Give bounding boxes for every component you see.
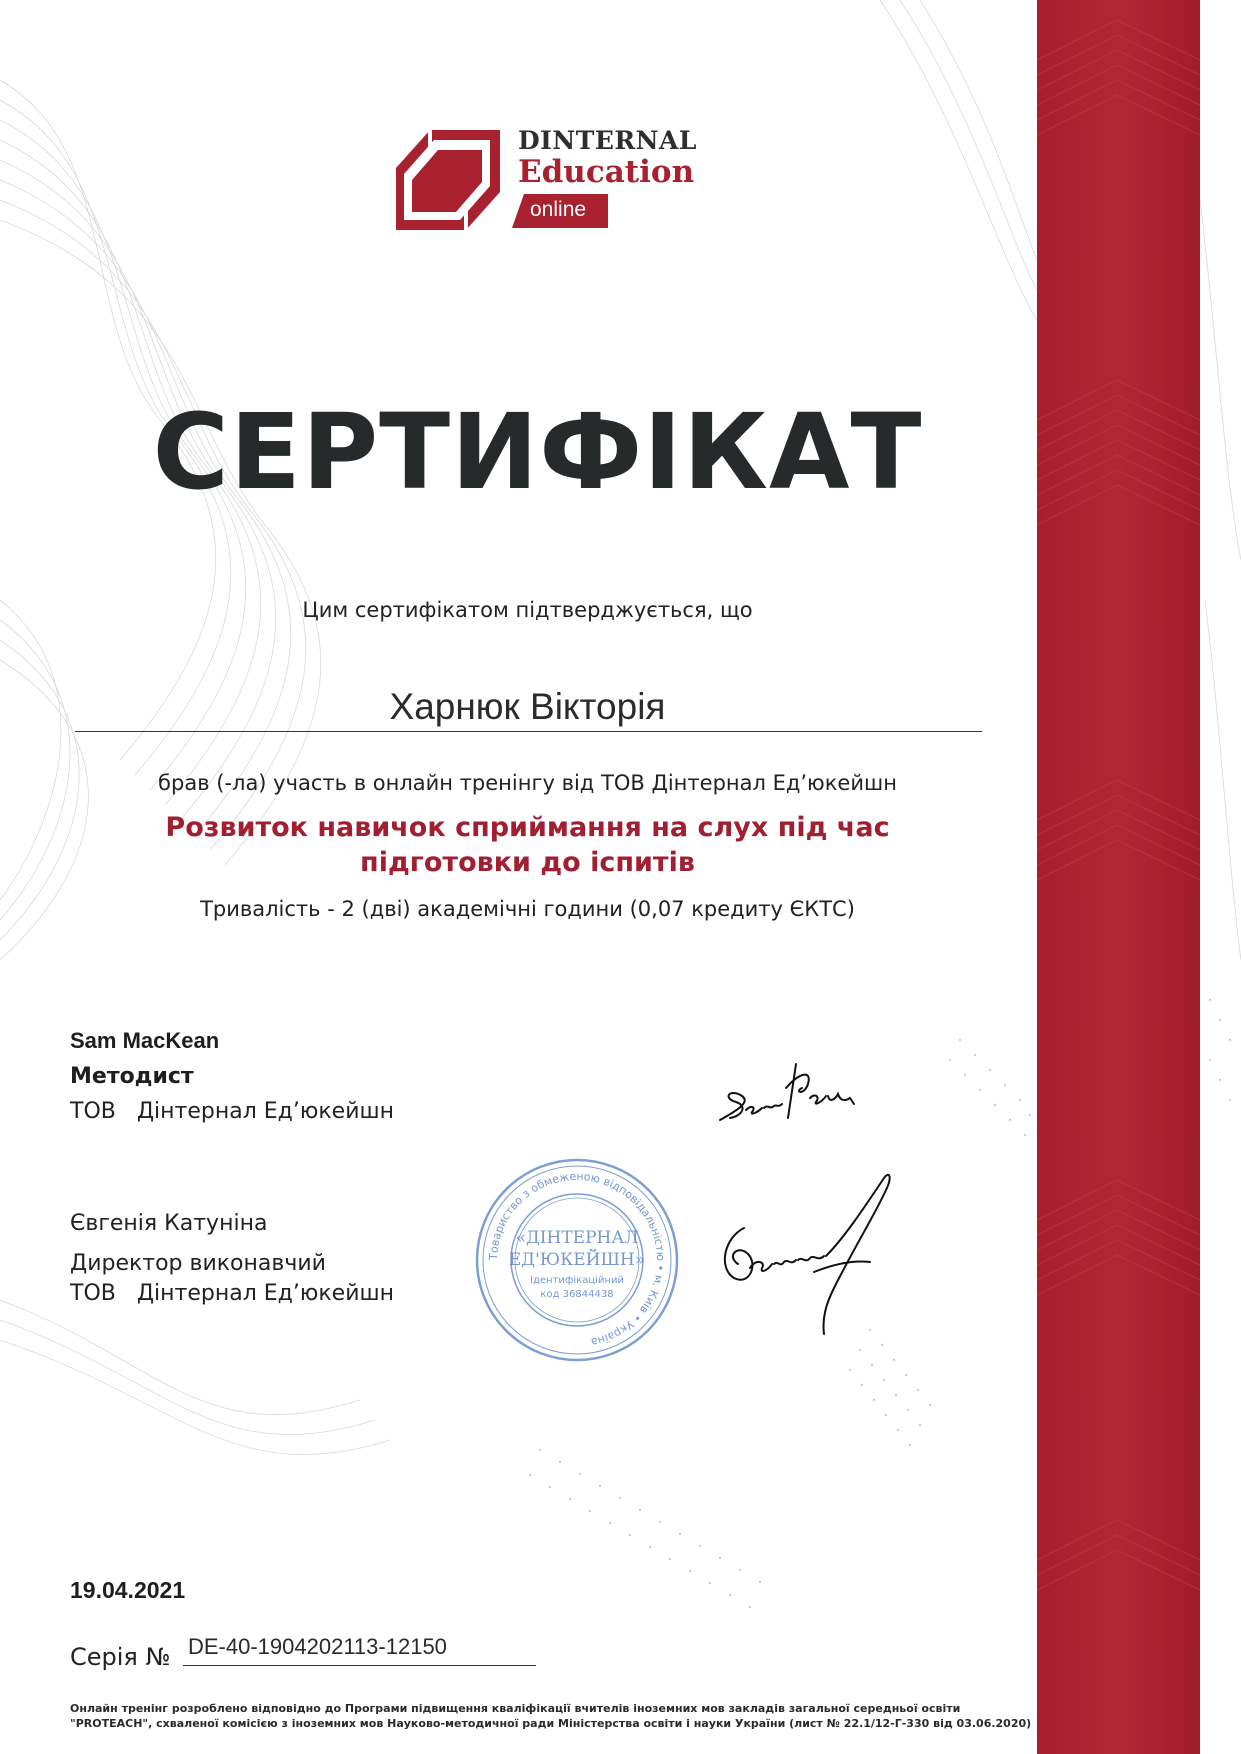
signatory-1-role: Методист <box>70 1064 194 1089</box>
recipient-underline <box>75 731 982 732</box>
company-stamp <box>472 1155 682 1365</box>
red-decorative-band <box>1037 0 1200 1754</box>
logo-online-text: online <box>530 198 587 221</box>
logo-wordmark-dinternal: DINTERNAL <box>518 126 697 155</box>
signature-2-image <box>714 1168 914 1340</box>
duration-text: Тривалість - 2 (дві) академічні години (0,07 кредиту ЄКТС) <box>200 897 855 921</box>
signatory-2-org: ТОВ Дінтернал Ед’юкейшн <box>70 1281 395 1306</box>
stamp-center-line-1: «ДІНТЕРНАЛ <box>515 1228 639 1248</box>
serial-number: DE-40-1904202113-12150 <box>188 1634 447 1659</box>
signatory-2-name: Євгенія Катуніна <box>70 1211 268 1236</box>
signatory-1-org: ТОВ Дінтернал Ед’юкейшн <box>70 1099 395 1124</box>
logo-wordmark-education: Education <box>518 154 695 190</box>
recipient-name: Харнюк Вікторія <box>389 686 666 727</box>
course-title <box>120 810 935 880</box>
course-title-line-1: Розвиток навичок сприймання на слух під час <box>165 812 890 843</box>
signatory-1-name: Sam MacKean <box>70 1028 220 1053</box>
stamp-outer-text: Товариство з обмеженою відповідальністю • м. Київ • Україна <box>486 1169 668 1349</box>
footnote-line-2: "PROTEACH", схваленої комісією з іноземних мов Науково-методичної ради Міністерства освіти і науки України (лист № 22.1/12-Г-330 від 03.06.2020) <box>70 1716 1032 1730</box>
issue-date: 19.04.2021 <box>70 1577 186 1603</box>
footnote-line-1: Онлайн тренінг розроблено відповідно до Програми підвищення кваліфікації вчителів іноземних мов закладів загальної середньої освіти <box>70 1702 961 1715</box>
serial-label: Серія № <box>70 1643 171 1671</box>
stamp-center-line-3: Ідентифікаційний <box>530 1275 624 1286</box>
participation-text: брав (-ла) участь в онлайн тренінгу від ТОВ Дінтернал Ед’юкейшн <box>158 771 897 795</box>
dinternal-logo <box>390 122 700 232</box>
course-title-line-2: підготовки до іспитів <box>360 847 695 879</box>
footnote <box>70 1702 1070 1732</box>
stamp-center-line-2: ЕД'ЮКЕЙШН» <box>508 1250 646 1270</box>
confirmation-text: Цим сертифікатом підтверджується, що <box>302 598 753 622</box>
serial-underline <box>183 1665 536 1666</box>
book-icon <box>390 122 520 232</box>
stamp-center-line-4: код 36844438 <box>540 1289 614 1300</box>
signatory-2-role: Директор виконавчий <box>70 1251 326 1276</box>
certificate-title: СЕРТИФІКАТ <box>152 391 923 513</box>
signature-1-image <box>712 1058 862 1130</box>
